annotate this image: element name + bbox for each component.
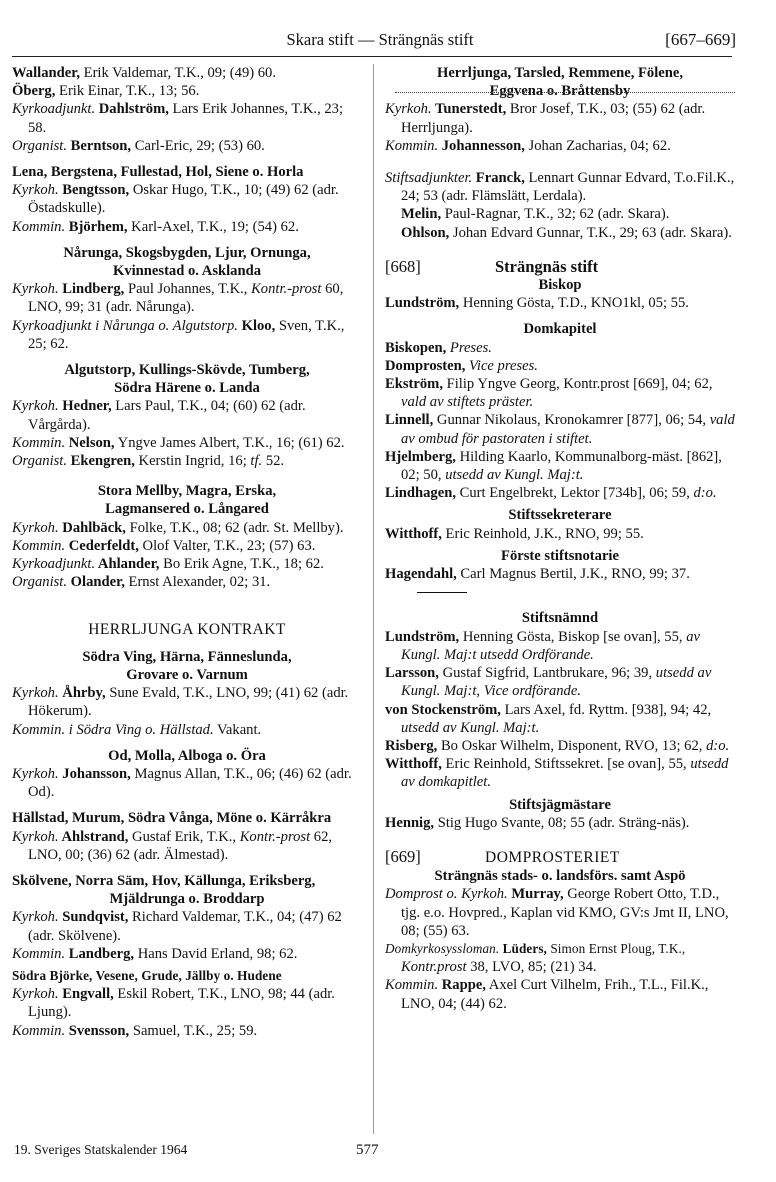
section-number: [669] [385, 846, 421, 866]
header-rule [12, 56, 732, 57]
page-number: 577 [356, 1142, 379, 1158]
entry: Kyrkoh. Hedner, Lars Paul, T.K., 04; (60) 62 (adr. Vårgårda). [12, 398, 306, 433]
parish-heading: Grovare o. Varnum [126, 666, 248, 683]
parish-heading: Od, Molla, Alboga o. Öra [108, 747, 266, 764]
entry: Domprost o. Kyrkoh. Murray, George Robert Otto, T.D., tjg. e.o. Hovpred., Kaplan vid KMO, GV:s Jmt II, LNO, 08; (55) 63. [385, 886, 729, 939]
entry: Kyrkoh. Johansson, Magnus Allan, T.K., 06; (46) 62 (adr. Od). [12, 765, 352, 801]
entry: Stiftsadjunkter. Franck, Lennart Gunnar Edvard, T.o.Fil.K., 24; 53 (adr. Flämslätt, Lerdala). [385, 170, 735, 205]
entry: Kyrkoh. Lindberg, Paul Johannes, T.K., Kontr.-prost 60, LNO, 99; 31 (adr. Nårunga). [12, 281, 344, 316]
entry: Melin, Paul-Ragnar, T.K., 32; 62 (adr. Skara). [401, 206, 670, 223]
entry: Kyrkoadjunkt i Nårunga o. Algutstorp. Kloo, Sven, T.K., 25; 62. [12, 317, 345, 352]
entry: Witthoff, Eric Reinhold, J.K., RNO, 99; 55. [385, 525, 644, 542]
parish-heading: Skölvene, Norra Säm, Hov, Källunga, Eriksberg, [12, 872, 316, 889]
entry: Kommin. Svensson, Samuel, T.K., 25; 59. [12, 1022, 258, 1039]
entry: Kommin. Cederfeldt, Olof Valter, T.K., 23; (57) 63. [12, 537, 316, 554]
kontrakt-heading: HERRLJUNGA KONTRAKT [88, 621, 286, 639]
subsection-heading: Stiftssekreterare [508, 507, 612, 524]
parish-heading: Algutstorp, Kullings-Skövde, Tumberg, [64, 362, 310, 379]
section-title: Strängnäs stift [495, 256, 599, 276]
entry: Organist. Ekengren, Kerstin Ingrid, 16; tf. 52. [12, 453, 285, 470]
subsection-heading: Stiftsnämnd [521, 610, 599, 627]
parish-heading: Lagmansered o. Långared [105, 501, 269, 518]
entry: Kyrkoh. Engvall, Eskil Robert, T.K., LNO, 98; 44 (adr. Ljung). [12, 986, 335, 1021]
entry: Kommin. Johannesson, Johan Zacharias, 04; 62. [385, 137, 671, 154]
parish-heading: Södra Härene o. Landa [114, 380, 260, 397]
parish-heading: Lena, Bergstena, Fullestad, Hol, Siene o. Horla [12, 164, 304, 181]
entry: Domkyrkosyssloman. Lüders, Simon Ernst Ploug, T.K., Kontr.prost 38, LVO, 85; (21) 34. [385, 940, 686, 976]
entry: Hennig, Stig Hugo Svante, 08; 55 (adr. Sträng-näs). [385, 814, 690, 831]
parish-heading: Nårunga, Skogsbygden, Ljur, Ornunga, [63, 244, 311, 261]
parish-heading: Mjäldrunga o. Broddarp [109, 891, 265, 908]
entry: Kyrkoh. Dahlbäck, Folke, T.K., 08; 62 (adr. St. Mellby). [12, 519, 344, 536]
entry: Kyrkoh. Ahlstrand, Gustaf Erik, T.K., Kontr.-prost 62, LNO, 00; (36) 62 (adr. Älmestad). [12, 828, 333, 863]
entry: Kyrkoh. Tunerstedt, Bror Josef, T.K., 03; (55) 62 (adr. Herrljunga). [385, 101, 706, 136]
entry: Lundström, Henning Gösta, T.D., KNO1kl, 05; 55. [385, 295, 689, 312]
footer-publication: 19. Sveriges Statskalender 1964 [14, 1142, 188, 1157]
section-heading-668 [385, 258, 735, 276]
divider-dash [417, 592, 467, 593]
entry: Larsson, Gustaf Sigfrid, Lantbrukare, 96; 39, utsedd av Kungl. Maj:t, Vice ordförande. [385, 665, 712, 700]
section-title: DOMPROSTERIET [485, 848, 620, 866]
parish-heading: Södra Ving, Härna, Fänneslunda, [82, 648, 292, 665]
parish-heading: Strängnäs stads- o. landsförs. samt Aspö [434, 868, 686, 885]
dotted-rule [395, 92, 735, 93]
subsection-heading: Stiftsjägmästare [509, 796, 611, 813]
parish-heading: Stora Mellby, Magra, Erska, [97, 483, 277, 500]
entry: Biskopen, Preses. [385, 339, 492, 356]
entry: Kyrkoadjunkt. Dahlström, Lars Erik Johannes, T.K., 23; 58. [12, 101, 344, 136]
parish-heading: Södra Björke, Vesene, Grude, Jällby o. Hudene [12, 967, 282, 983]
right-column [385, 64, 735, 1013]
parish-heading: Herrljunga, Tarsled, Remmene, Fölene, [436, 65, 684, 81]
entry: Linnell, Gunnar Nikolaus, Kronokamrer [877], 06; 54, vald av ombud för pastoraten i stiftet. [385, 412, 735, 447]
running-header-range: [667–669] [665, 30, 736, 49]
entry: Organist. Berntson, Carl-Eric, 29; (53) 60. [12, 137, 265, 154]
entry: Ohlson, Johan Edvard Gunnar, T.K., 29; 63 (adr. Skara). [401, 224, 732, 241]
entry: Domprosten, Vice preses. [385, 357, 538, 374]
parish-heading: Eggvena o. Bråttensby [489, 83, 631, 100]
entry: Wallander, Erik Valdemar, T.K., 09; (49) 60. [12, 65, 276, 81]
column-separator [373, 64, 374, 1134]
left-column [12, 64, 362, 1040]
entry: Organist. Olander, Ernst Alexander, 02; 31. [12, 574, 271, 591]
entry: Kommin. Björhem, Karl-Axel, T.K., 19; (54) 62. [12, 218, 299, 235]
entry: Witthoff, Eric Reinhold, Stiftssekret. [se ovan], 55, utsedd av domkapitlet. [385, 756, 729, 791]
section-heading-669 [385, 848, 735, 867]
parish-heading: Kvinnestad o. Asklanda [112, 263, 262, 280]
running-header-title: Skara stift — Strängnäs stift [286, 30, 474, 49]
subsection-heading: Förste stiftsnotarie [501, 547, 619, 564]
entry: Hagendahl, Carl Magnus Bertil, J.K., RNO, 99; 37. [385, 565, 735, 601]
entry: Risberg, Bo Oskar Wilhelm, Disponent, RVO, 13; 62, d:o. [385, 737, 730, 754]
entry: von Stockenström, Lars Axel, fd. Ryttm. [938], 94; 42, utsedd av Kungl. Maj:t. [385, 701, 712, 736]
entry: Kommin. Nelson, Yngve James Albert, T.K., 16; (61) 62. [12, 434, 345, 451]
entry: Hjelmberg, Hilding Kaarlo, Kommunalborg-mäst. [862], 02; 50, utsedd av Kungl. Maj:t. [385, 448, 722, 484]
entry: Ekström, Filip Yngve Georg, Kontr.prost [669], 04; 62, vald av stiftets präster. [385, 376, 713, 411]
entry: Kommin. Landberg, Hans David Erland, 98; 62. [12, 945, 298, 962]
entry: Kyrkoh. Sundqvist, Richard Valdemar, T.K., 04; (47) 62 (adr. Skölvene). [12, 909, 342, 944]
entry: Kyrkoadjunkt. Ahlander, Bo Erik Agne, T.K., 18; 62. [12, 556, 324, 573]
entry: Kyrkoh. Åhrby, Sune Evald, T.K., LNO, 99; (41) 62 (adr. Hökerum). [12, 685, 349, 720]
entry: Öberg, Erik Einar, T.K., 13; 56. [12, 83, 200, 100]
entry: Kyrkoh. Bengtsson, Oskar Hugo, T.K., 10; (49) 62 (adr. Östadskulle). [12, 182, 339, 217]
subsection-heading: Biskop [538, 277, 582, 294]
section-number: [668] [385, 256, 421, 276]
subsection-heading: Domkapitel [523, 321, 597, 338]
entry: Lindhagen, Curt Engelbrekt, Lektor [734b], 06; 59, d:o. [385, 485, 717, 502]
entry: Kommin. Rappe, Axel Curt Vilhelm, Frih., T.L., Fil.K., LNO, 04; (44) 62. [385, 977, 709, 1012]
entry: Lundström, Henning Gösta, Biskop [se ovan], 55, av Kungl. Maj:t utsedd Ordförande. [385, 628, 700, 663]
parish-heading: Hällstad, Murum, Södra Vånga, Möne o. Kärråkra [12, 810, 332, 827]
entry: Kommin. i Södra Ving o. Hällstad. Vakant. [12, 721, 262, 738]
